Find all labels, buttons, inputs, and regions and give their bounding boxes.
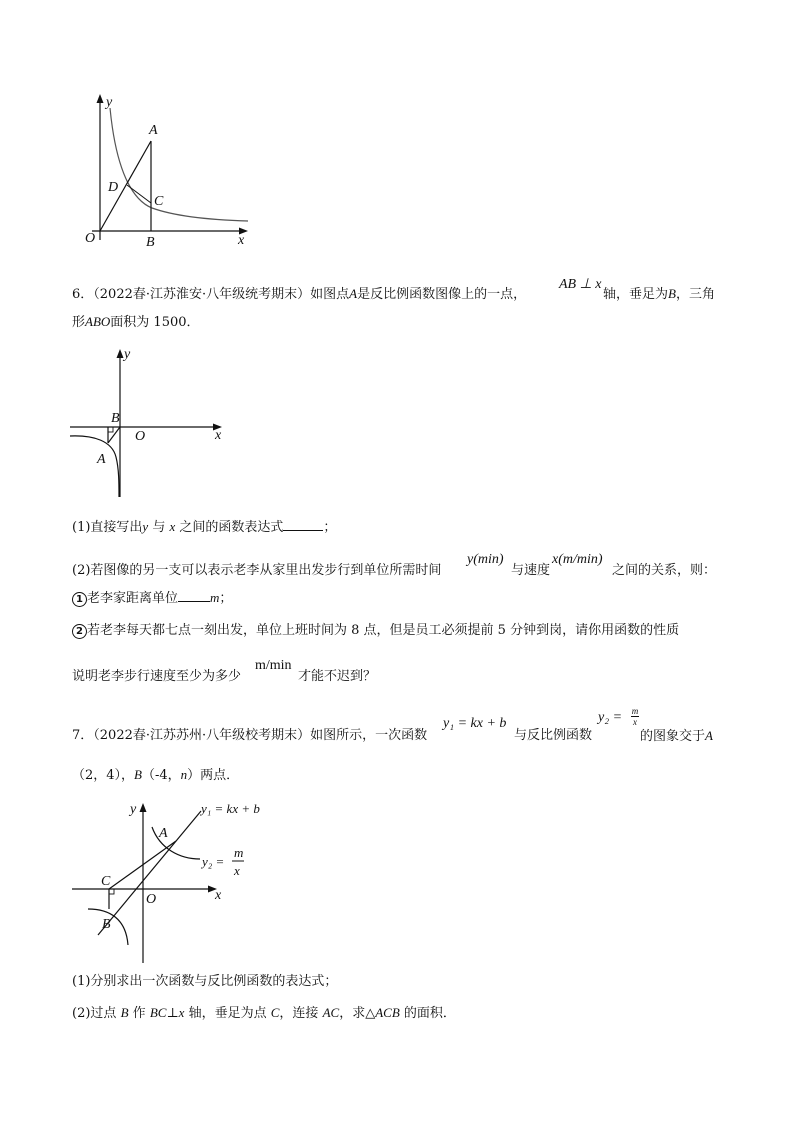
q6-sub1-end: ； (219, 591, 233, 606)
q7-label-x: x (215, 888, 222, 903)
q6-stem-c: 轴，垂足为 (603, 287, 669, 302)
q6-part1-answer-blank[interactable] (283, 518, 323, 531)
figure-1-diagram (72, 90, 262, 260)
q7-stem-b: 与反比例函数 (514, 728, 593, 743)
q7-line2-c: ）两点． (187, 768, 240, 783)
q7-part2-x: x (178, 1005, 185, 1020)
q6-part1-mid: 与 (148, 520, 170, 535)
q6-sub1-unit: m (210, 590, 220, 605)
q6-sub1 (72, 589, 232, 608)
q6-part1-prefix: (1)直接写出 (72, 520, 143, 535)
q6-part1-suffix: 之间的函数表达式 (175, 520, 284, 535)
q7-part2-B: B (120, 1005, 129, 1020)
q7-label-C: C (101, 874, 111, 889)
q6-part2-text-b: 与速度 (511, 563, 551, 578)
q7-label-y1: y₁ = kx + b (201, 801, 260, 816)
q6-right-angle-mark (108, 427, 113, 432)
q6-point-A: A (349, 286, 358, 301)
q7-stem-a: 如图所示，一次函数 (310, 728, 428, 743)
q6-sub2-unit: m/min (255, 658, 292, 673)
q6-line2-b: 面积为 1500． (110, 315, 200, 330)
q7-inverse-num: m (631, 706, 639, 716)
q7-label-x-den: x (234, 863, 240, 878)
q6-sub1-text: 老李家距离单位 (87, 591, 179, 606)
q6-point-B: B (668, 286, 676, 301)
q7-part2-C: C (270, 1005, 280, 1020)
q7-label-A: A (159, 826, 168, 841)
q6-hyperbola-branch (70, 436, 119, 497)
label-B: B (146, 235, 155, 250)
q7-inverse-lhs: y₂ = (598, 710, 623, 725)
q6-part1-x: x (169, 519, 176, 534)
q7-part2 (72, 1004, 456, 1023)
q7-label-O: O (146, 892, 157, 907)
q7-part2-AC: AC (322, 1005, 340, 1020)
q6-part2-x-unit: x(m/min) (552, 552, 603, 567)
line-DC (127, 185, 151, 203)
q7-line2-point-B: B (134, 767, 142, 782)
q7-part2-a: (2)过点 (72, 1006, 117, 1021)
q6-triangle: ABO (85, 314, 111, 329)
q6-source: （2022春·江苏淮安·八年级统考期末） (93, 287, 311, 302)
q6-y-axis-arrow (117, 349, 124, 358)
q7-label-y: y (130, 802, 137, 817)
label-y: y (106, 95, 113, 110)
q7-part2-BC: BC (149, 1005, 167, 1020)
q7-part2-b: 作 (132, 1006, 146, 1021)
q6-sub2-line2-a: 说明老李步行速度至少为多少 (72, 669, 242, 684)
q7-stem-line1 (72, 727, 427, 745)
q6-part1-end: ； (323, 520, 337, 535)
q7-stem-line2 (72, 766, 239, 785)
q6-math-ab-perp-x: AB ⊥ x (559, 277, 602, 292)
q6-sub2-text: 若老李每天都七点一刻出发，单位上班时间为 8 点，但是员工必须提前 5 分钟到岗，请你用函数的性质 (87, 623, 680, 638)
q7-y-axis-arrow (140, 803, 147, 812)
y-axis-arrow (97, 94, 104, 103)
q6-label-B: B (111, 411, 120, 426)
label-C: C (154, 194, 164, 209)
q6-stem-d: ，三角 (675, 287, 715, 302)
q7-linear-fn: y₁ = kx + b (443, 716, 507, 731)
q6-part2-text-c: 之间的关系，则： (612, 563, 717, 578)
q7-n: n (180, 767, 188, 782)
q7-part2-f: 的面积． (403, 1006, 456, 1021)
q6-label-A: A (97, 452, 106, 467)
q7-number: 7． (72, 728, 94, 743)
q7-line-y1 (98, 811, 201, 935)
q6-part2-text-a: (2)若图像的另一支可以表示老李从家里出发步行到单位所需时间 (72, 563, 442, 578)
q7-label-y2: y₂ = (202, 854, 225, 869)
q6-stem-b: 是反比例函数图像上的一点， (357, 287, 527, 302)
q7-label-m: m (234, 845, 244, 860)
q6-line-OA (108, 427, 120, 443)
q7-inverse-fraction (631, 706, 639, 727)
label-x: x (238, 233, 245, 248)
hyperbola-curve (110, 108, 248, 221)
q6-part1 (72, 518, 336, 537)
q6-stem-line1 (72, 285, 526, 304)
q7-line2-b: （-4， (142, 768, 181, 783)
q6-label-O: O (135, 429, 146, 444)
q6-stem-line2 (72, 313, 200, 332)
q7-line2-a: （2，4）， (72, 768, 135, 783)
q7-right-angle-mark (109, 889, 114, 894)
q7-inverse-den: x (633, 717, 637, 727)
q6-part1-y: y (142, 519, 149, 534)
q7-part2-e: ，求△ (339, 1006, 376, 1021)
q6-sub2-marker: 2 (72, 624, 87, 639)
q6-sub2-line2-b: 才能不迟到？ (298, 669, 377, 684)
q7-diagram (68, 795, 283, 967)
q7-source: （2022春·江苏苏州·八年级校考期末） (93, 728, 311, 743)
q7-stem-c: 的图象交于 (640, 729, 706, 744)
q7-part2-ACB: ACB (375, 1005, 400, 1020)
label-O: O (85, 231, 96, 246)
q6-stem-line1-end (603, 285, 715, 304)
q6-sub2-line1 (72, 622, 679, 640)
q7-part1: (1)分别求出一次函数与反比例函数的表达式； (72, 974, 338, 989)
q7-part2-d: ，连接 (279, 1006, 319, 1021)
label-D: D (108, 180, 119, 195)
q7-part2-perp: ⊥ (166, 1006, 179, 1021)
q6-line2-a: 形 (72, 315, 86, 330)
q6-sub1-answer-blank[interactable] (178, 589, 210, 602)
q6-label-x: x (215, 428, 222, 443)
q6-label-y: y (124, 347, 131, 362)
q6-number: 6． (72, 287, 94, 302)
q7-point-A: A (705, 728, 713, 743)
q7-label-B: B (102, 917, 111, 932)
q6-diagram (68, 345, 238, 503)
q7-part2-c: 轴，垂足为点 (188, 1006, 267, 1021)
q6-sub1-marker: 1 (72, 592, 87, 607)
q7-stem-line1-end (640, 727, 713, 746)
q6-stem-a: 如图点 (310, 287, 350, 302)
q6-part2-y-unit: y(min) (467, 552, 504, 567)
label-A: A (149, 123, 158, 138)
